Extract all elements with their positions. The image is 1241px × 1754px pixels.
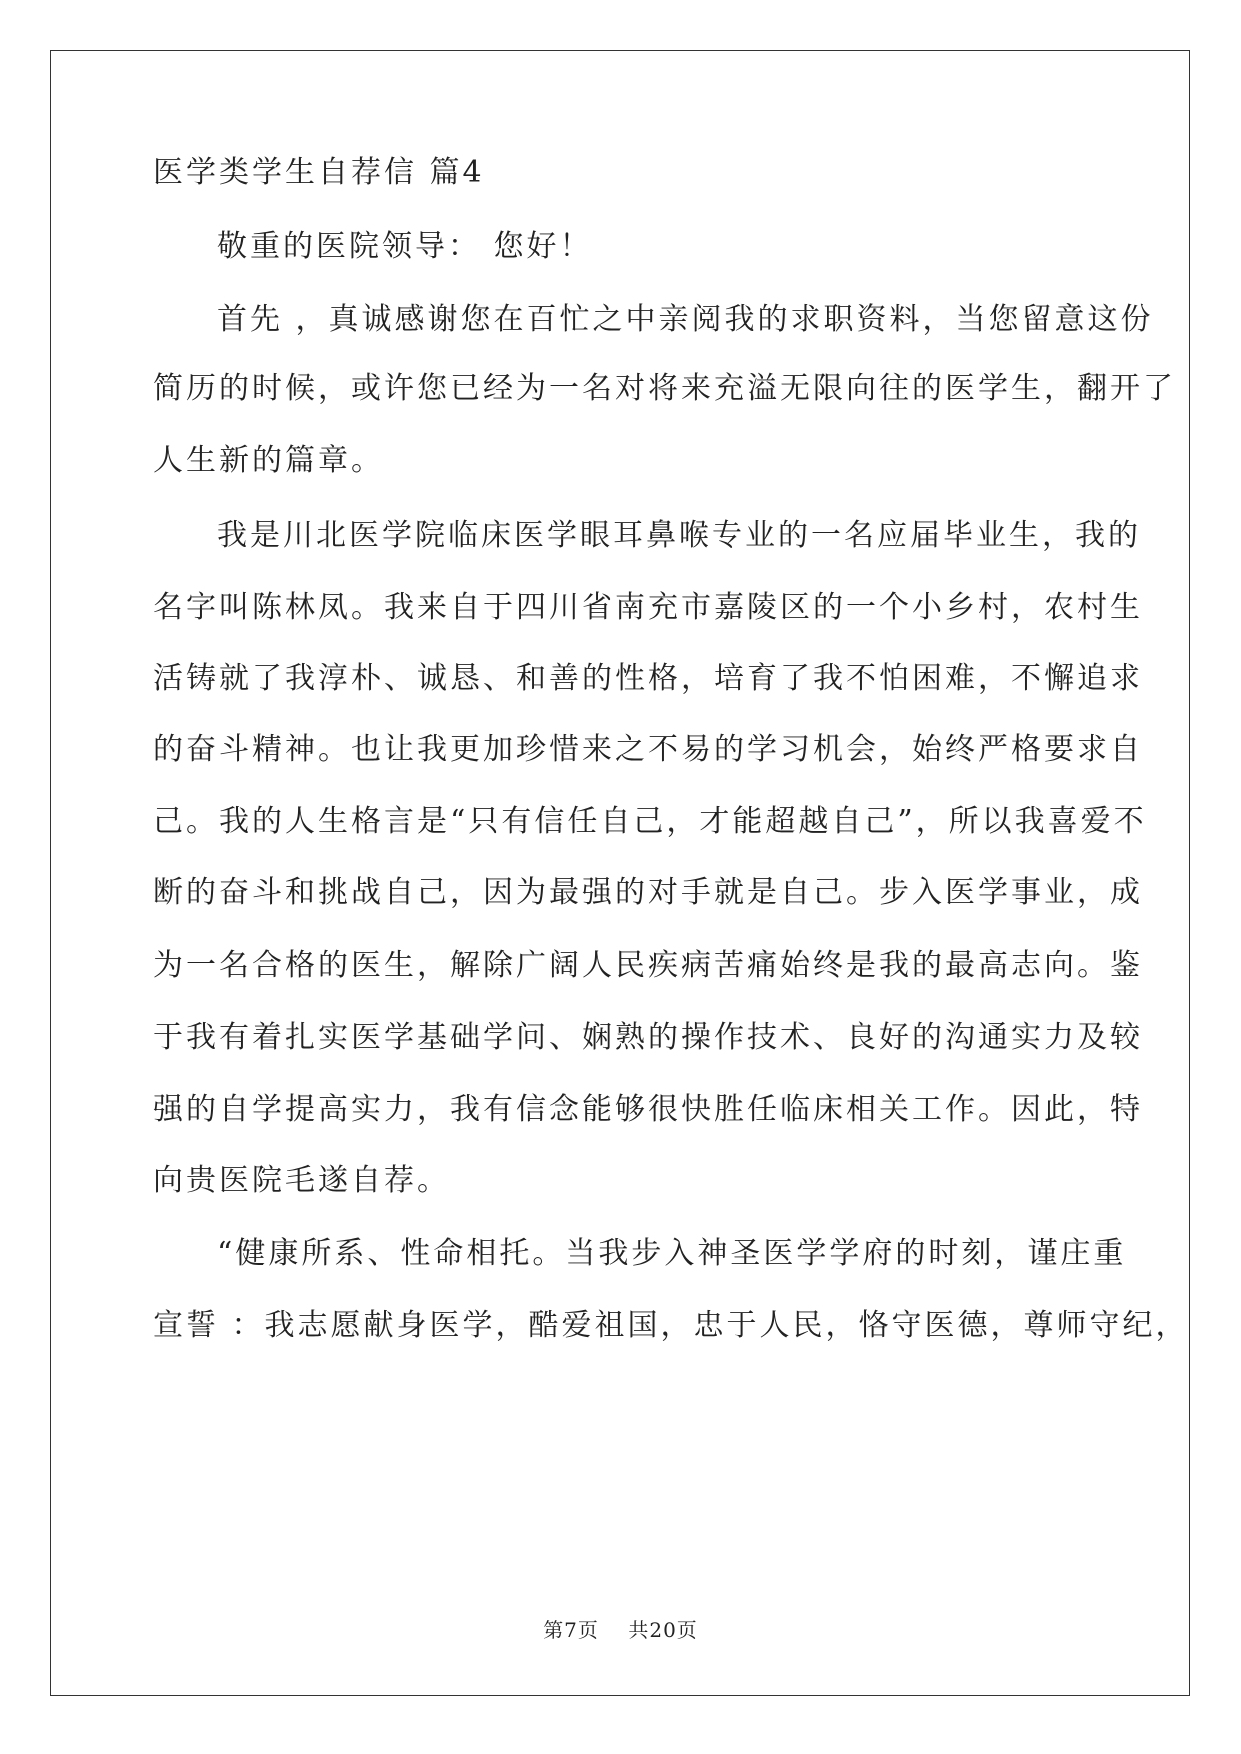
- paragraph-line: 简历的时候，或许您已经为一名对将来充溢无限向往的医学生，翻开了: [153, 371, 1176, 406]
- greeting-line: 敬重的医院领导： 您好！: [217, 229, 593, 264]
- paragraph-line: 我是川北医学院临床医学眼耳鼻喉专业的一名应届毕业生，我的: [217, 518, 1141, 553]
- paragraph-line: 的奋斗精神。也让我更加珍惜来之不易的学习机会，始终严格要求自: [153, 732, 1143, 767]
- page-footer: [0, 1614, 1241, 1643]
- document-heading: 医学类学生自荐信 篇4: [153, 155, 485, 190]
- paragraph-line: 于我有着扎实医学基础学问、娴熟的操作技术、良好的沟通实力及较: [153, 1020, 1143, 1055]
- paragraph-line: 首先 ，真诚感谢您在百忙之中亲阅我的求职资料，当您留意这份: [217, 302, 1154, 337]
- paragraph-line: “健康所系、性命相托。当我步入神圣医学学府的时刻，谨庄重: [217, 1236, 1127, 1271]
- paragraph-line: 活铸就了我淳朴、诚恳、和善的性格，培育了我不怕困难，不懈追求: [153, 661, 1143, 696]
- paragraph-line: 断的奋斗和挑战自己，因为最强的对手就是自己。步入医学事业，成: [153, 875, 1143, 910]
- page-number: 第7页 共20页: [543, 1618, 698, 1642]
- paragraph-line: 向贵医院毛遂自荐。: [153, 1163, 450, 1198]
- paragraph-line: 为一名合格的医生，解除广阔人民疾病苦痛始终是我的最高志向。鉴: [153, 948, 1143, 983]
- paragraph-line: 己。我的人生格言是“只有信任自己，才能超越自己”，所以我喜爱不: [153, 804, 1147, 839]
- paragraph-line: 人生新的篇章。: [153, 443, 384, 478]
- paragraph-line: 名字叫陈林凤。我来自于四川省南充市嘉陵区的一个小乡村，农村生: [153, 590, 1143, 625]
- paragraph-line: 强的自学提高实力，我有信念能够很快胜任临床相关工作。因此，特: [153, 1092, 1143, 1127]
- paragraph-line: 宣誓 ：我志愿献身医学，酷爱祖国，忠于人民，恪守医德，尊师守纪，: [153, 1308, 1189, 1343]
